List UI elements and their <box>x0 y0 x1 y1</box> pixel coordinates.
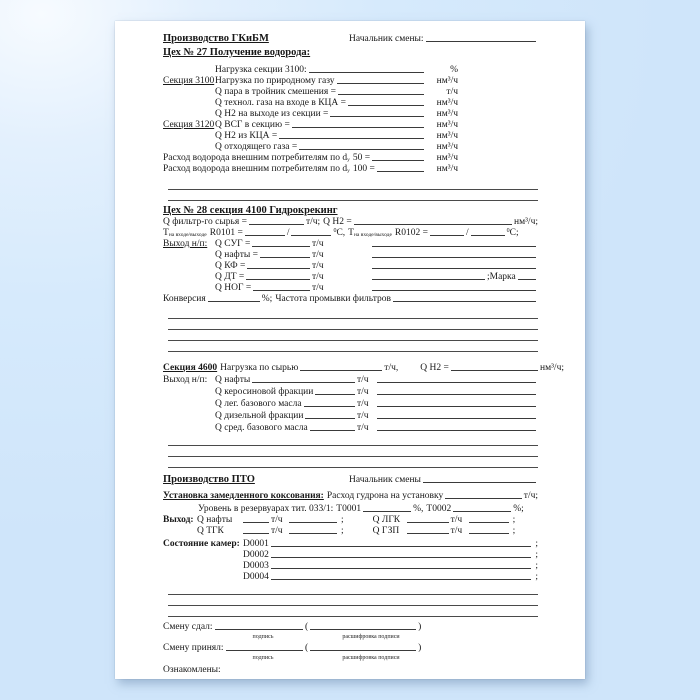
fill-in-blank <box>299 147 424 150</box>
paren-close: ) <box>418 643 422 653</box>
form-sheet <box>115 21 585 679</box>
notes-rule <box>168 435 538 446</box>
signature-blank <box>226 648 303 651</box>
value-group <box>215 239 312 250</box>
fill-in-blank <box>363 509 411 512</box>
field-unit: нм³/ч <box>436 98 458 108</box>
notes-rule <box>168 584 538 595</box>
chamber-row <box>243 550 538 561</box>
separator: ; <box>512 526 516 536</box>
field-unit: нм³/ч <box>436 120 458 130</box>
field-unit: нм³/ч <box>436 142 458 152</box>
signature-blank <box>215 627 303 630</box>
field-label: Нагрузка по сырью <box>220 363 299 373</box>
form-row <box>215 87 538 98</box>
brand-label: ;Марка <box>487 272 516 282</box>
caption-spacer <box>307 633 317 641</box>
field-label: Q нафты <box>215 375 251 385</box>
fill-in-blank <box>243 531 269 534</box>
fill-in-blank <box>243 520 269 523</box>
pto-chief-blank <box>423 480 536 483</box>
form-row <box>215 250 538 261</box>
value-group <box>215 410 357 422</box>
fill-in-blank <box>372 255 536 258</box>
field-label: 50 = <box>352 153 371 163</box>
field-label: Нагрузка по природному газу <box>215 76 335 86</box>
fill-in-blank <box>445 496 522 499</box>
shop27-title: Цех № 27 Получение водорода: <box>163 47 311 58</box>
field-label: Нагрузка секции 3100: <box>215 65 307 75</box>
coking-unit-title: Установка замедленного коксования: <box>163 491 324 501</box>
form-row <box>215 398 538 410</box>
notes-rule <box>168 457 538 468</box>
fill-in-blank <box>245 233 285 236</box>
form-row <box>163 217 538 228</box>
fill-in-blank <box>271 555 531 558</box>
fill-in-blank <box>305 416 355 419</box>
field-label: Q отходящего газа = <box>215 142 298 152</box>
field-unit: %, <box>413 504 424 514</box>
field-unit: т/ч <box>312 283 324 293</box>
field-label: Q ДТ = <box>215 272 245 282</box>
field-label: Q КФ = <box>215 261 246 271</box>
pto-production-title: Производство ПТО <box>163 474 255 485</box>
value-group <box>215 398 357 410</box>
field-unit: т/ч <box>446 87 458 97</box>
fill-in-blank <box>372 244 536 247</box>
notes-rule <box>168 308 538 319</box>
sign-captions-row <box>163 633 538 641</box>
field-unit: т/ч; <box>523 491 538 501</box>
field-label: Q Н2 = <box>323 217 352 227</box>
shift-accepted-row <box>163 643 538 654</box>
output-label: Выход н/п: <box>163 375 208 385</box>
sign-captions-row <box>163 654 538 662</box>
field-label: 100 = <box>352 164 375 174</box>
shop28-title: Цех № 28 секция 4100 Гидрокрекинг <box>163 205 338 216</box>
fill-in-blank <box>471 233 505 236</box>
field-unit: т/ч <box>357 411 369 421</box>
gkibm-title-col <box>163 33 349 45</box>
fill-in-blank <box>300 368 382 371</box>
caption-spacer <box>163 654 219 662</box>
field-label: Q ЛГК <box>372 515 401 525</box>
field-label: Q НОГ = <box>215 283 252 293</box>
field-unit: нм³/ч; <box>513 217 538 227</box>
form-row <box>215 386 538 398</box>
value-group <box>215 386 357 398</box>
pto-header-row <box>163 474 538 486</box>
acknowledged-row <box>163 665 538 676</box>
notes-rule <box>168 179 538 190</box>
field-label: Т <box>348 228 354 238</box>
field-label: Q дизельной фракции <box>215 411 304 421</box>
field-label: Q ВСГ в секцию = <box>215 120 290 130</box>
fill-in-blank <box>451 368 538 371</box>
separator: ; <box>512 515 516 525</box>
fill-in-blank <box>377 416 536 419</box>
fill-in-blank <box>469 531 509 534</box>
form-row <box>215 65 538 76</box>
form-row <box>215 272 538 283</box>
field-unit: нм³/ч <box>436 153 458 163</box>
notes-rule <box>168 319 538 330</box>
gkibm-chief-blank <box>426 39 536 42</box>
gkibm-production-title: Производство ГКиБМ <box>163 33 269 44</box>
field-unit: т/ч <box>312 250 324 260</box>
fill-in-blank <box>469 520 509 523</box>
notes-rule <box>168 606 538 617</box>
value-group <box>215 283 312 294</box>
pto-chief-label: Начальник смены <box>349 475 421 485</box>
paren-open: ( <box>305 643 309 653</box>
section-prefix: Секция 3120 <box>163 120 215 130</box>
field-unit: т/ч <box>312 239 324 249</box>
value-group <box>215 250 312 261</box>
field-label: Q Н2 = <box>420 363 449 373</box>
section-prefix: Секция 3100 <box>163 76 215 86</box>
fill-in-blank <box>407 531 449 534</box>
shift-handed-row <box>163 622 538 633</box>
chamber-row <box>243 572 538 583</box>
field-label: R0101 = <box>209 228 243 238</box>
paren-close: ) <box>418 622 422 632</box>
field-label: R0102 = <box>394 228 428 238</box>
coking-unit-row <box>163 490 538 502</box>
tank-id: Т0002 <box>426 504 452 514</box>
field-label: Q нафты <box>197 515 233 525</box>
separator: ; <box>535 572 538 582</box>
temperature-row: Т $_{на входе/выходе}$ R0101 = / $^0$ С, Т $_{на входе/выходе}$ R0102 = / $^0$ С; <box>163 228 519 238</box>
chambers-label: Состояние камер: <box>163 539 240 549</box>
fill-in-blank <box>271 577 531 580</box>
field-unit: т/ч <box>312 272 324 282</box>
field-unit: т/ч <box>357 375 369 385</box>
sign-group <box>163 622 305 633</box>
chamber-id: D0003 <box>243 561 269 571</box>
value-group <box>215 374 357 386</box>
output-label: Выход н/п: <box>163 239 208 249</box>
fill-in-blank <box>271 566 531 569</box>
form-row <box>215 98 538 109</box>
value-group <box>215 272 312 283</box>
fill-in-blank <box>271 544 531 547</box>
tank-level-row <box>198 504 538 515</box>
fill-in-blank <box>372 266 536 269</box>
chamber-id: D0002 <box>243 550 269 560</box>
gkibm-chief-label: Начальник смены: <box>349 34 424 44</box>
pto-output-row <box>163 515 538 526</box>
fill-in-blank <box>377 169 424 172</box>
handed-label: Смену сдал: <box>163 622 213 632</box>
chamber-row <box>163 539 538 550</box>
fill-in-blank <box>289 531 337 534</box>
field-label: Расход водорода внешним потребителям по d <box>163 153 348 163</box>
name-blank <box>310 627 416 630</box>
separator: ; <box>341 526 344 536</box>
fill-in-blank <box>348 103 424 106</box>
signature-caption: подпись <box>252 634 274 640</box>
field-unit: т/ч <box>271 515 283 525</box>
form-row <box>215 261 538 272</box>
output-label: Выход: <box>163 515 194 525</box>
chamber-row <box>243 561 538 572</box>
field-unit: т/ч <box>357 399 369 409</box>
field-label: Расход водорода внешним потребителям по d <box>163 164 348 174</box>
field-label: Частота промывки фильтров <box>275 294 392 304</box>
fill-in-blank <box>372 158 424 161</box>
field-unit: т/ч <box>450 515 463 525</box>
field-label: Т <box>163 228 169 238</box>
pto-title-col <box>163 474 349 486</box>
name-blank <box>310 648 416 651</box>
separator: ; <box>341 515 344 525</box>
chamber-id: D0004 <box>243 572 269 582</box>
fill-in-blank <box>304 404 355 407</box>
field-unit: %; <box>513 504 524 514</box>
fill-in-blank <box>377 404 536 407</box>
field-label: Q керосиновой фракции <box>215 387 314 397</box>
caption-spacer <box>307 654 317 662</box>
fill-in-blank <box>208 299 260 302</box>
field-label: Расход гудрона на установку <box>326 491 444 501</box>
field-label: Q фильтр-го сырья = <box>163 217 247 227</box>
field-unit: т/ч, <box>384 363 399 373</box>
fill-in-blank <box>252 380 355 383</box>
field-label: Q ГЗП <box>372 526 400 536</box>
field-unit: т/ч <box>450 526 463 536</box>
sec4600-title-row <box>163 362 564 374</box>
field-unit: нм³/ч <box>436 164 458 174</box>
fill-in-blank <box>249 222 304 225</box>
field-unit: т/ч <box>312 261 324 271</box>
shop28-title-row <box>163 205 538 217</box>
field-unit: т/ч <box>357 423 369 433</box>
chamber-id: D0001 <box>243 539 269 549</box>
field-label: Q Н2 на выходе из секции = <box>215 109 329 119</box>
form-row <box>215 422 538 434</box>
degree-unit: С; <box>509 228 519 238</box>
field-unit: %; <box>261 294 273 304</box>
fill-in-blank <box>377 428 536 431</box>
fill-in-blank <box>337 81 424 84</box>
field-label: Уровень в резервуарах тит. 033/1: <box>198 504 334 514</box>
sec4600-title: Секция 4600 <box>163 363 218 373</box>
form-row <box>215 142 538 153</box>
form-row <box>163 239 538 250</box>
field-unit: нм³/ч <box>436 109 458 119</box>
pto-output-row <box>197 526 538 537</box>
value-group <box>215 261 312 272</box>
fill-in-blank <box>310 428 355 431</box>
notes-rule <box>168 446 538 457</box>
field-label: Q пара в тройник смешения = <box>215 87 336 97</box>
form-row: Расход водорода внешним потребителям по d $_у$ 50 = нм³/ч <box>163 153 458 163</box>
name-caption: расшифровка подписи <box>342 634 400 640</box>
form-row <box>215 410 538 422</box>
gkibm-header-row <box>163 33 538 45</box>
field-unit: % <box>450 65 458 75</box>
field-unit: т/ч <box>357 387 369 397</box>
fill-in-blank <box>260 255 310 258</box>
fill-in-blank <box>393 299 536 302</box>
fill-in-blank <box>407 520 449 523</box>
fill-in-blank <box>291 233 331 236</box>
form-row <box>215 109 538 120</box>
fill-in-blank <box>430 233 464 236</box>
field-label: Q лег. базового масла <box>215 399 302 409</box>
field-label: Q сред. базового масла <box>215 423 308 433</box>
value-group <box>215 422 357 434</box>
degree-unit: С, <box>336 228 346 238</box>
fill-in-blank <box>253 288 310 291</box>
fill-in-blank <box>252 244 310 247</box>
separator: ; <box>535 539 538 549</box>
form-row <box>215 131 538 142</box>
name-caption: расшифровка подписи <box>342 655 400 661</box>
slash: / <box>465 228 469 238</box>
field-unit: нм³/ч <box>436 131 458 141</box>
acknowledged-label: Ознакомлены: <box>163 665 221 675</box>
fill-in-blank <box>246 277 310 280</box>
form-row <box>163 374 538 386</box>
fill-in-blank <box>330 114 424 117</box>
slash: / <box>286 228 290 238</box>
field-label: Q СУГ = <box>215 239 251 249</box>
field-unit: нм³/ч; <box>539 363 564 373</box>
form-row: Расход водорода внешним потребителям по d $_у$ 100 = нм³/ч <box>163 164 458 174</box>
notes-rule <box>168 190 538 201</box>
conversion-row <box>163 294 538 305</box>
paren-open: ( <box>305 622 309 632</box>
field-label: Q ТГК <box>197 526 224 536</box>
field-unit: т/ч <box>271 526 283 536</box>
form-row <box>215 283 538 294</box>
fill-in-blank <box>279 136 424 139</box>
tank-id: Т0001 <box>336 504 362 514</box>
field-unit: т/ч; <box>305 217 321 227</box>
field-label: Q Н2 из КЦА = <box>215 131 278 141</box>
field-label: Q технол. газа на входе в КЦА = <box>215 98 346 108</box>
accepted-label: Смену принял: <box>163 643 224 653</box>
notes-rule <box>168 341 538 352</box>
form-row <box>163 76 538 87</box>
fill-in-blank <box>309 70 424 73</box>
notes-rule <box>168 595 538 606</box>
fill-in-blank <box>372 277 485 280</box>
field-label: Q нафты = <box>215 250 258 260</box>
signature-caption: подпись <box>252 655 274 661</box>
caption-spacer <box>163 633 219 641</box>
fill-in-blank <box>315 392 355 395</box>
fill-in-blank <box>338 92 424 95</box>
field-label: Конверсия <box>163 294 206 304</box>
form-row <box>163 120 538 131</box>
fill-in-blank <box>372 288 536 291</box>
field-unit: нм³/ч <box>436 76 458 86</box>
fill-in-blank <box>292 125 424 128</box>
fill-in-blank <box>289 520 337 523</box>
fill-in-blank <box>453 509 511 512</box>
separator: ; <box>535 550 538 560</box>
notes-rule <box>168 330 538 341</box>
fill-in-blank <box>247 266 310 269</box>
fill-in-blank <box>377 392 536 395</box>
fill-in-blank <box>377 380 536 383</box>
shop27-title-row <box>163 47 538 59</box>
fill-in-blank <box>354 222 512 225</box>
separator: ; <box>535 561 538 571</box>
fill-in-blank <box>518 277 536 280</box>
sign-group <box>163 643 305 654</box>
